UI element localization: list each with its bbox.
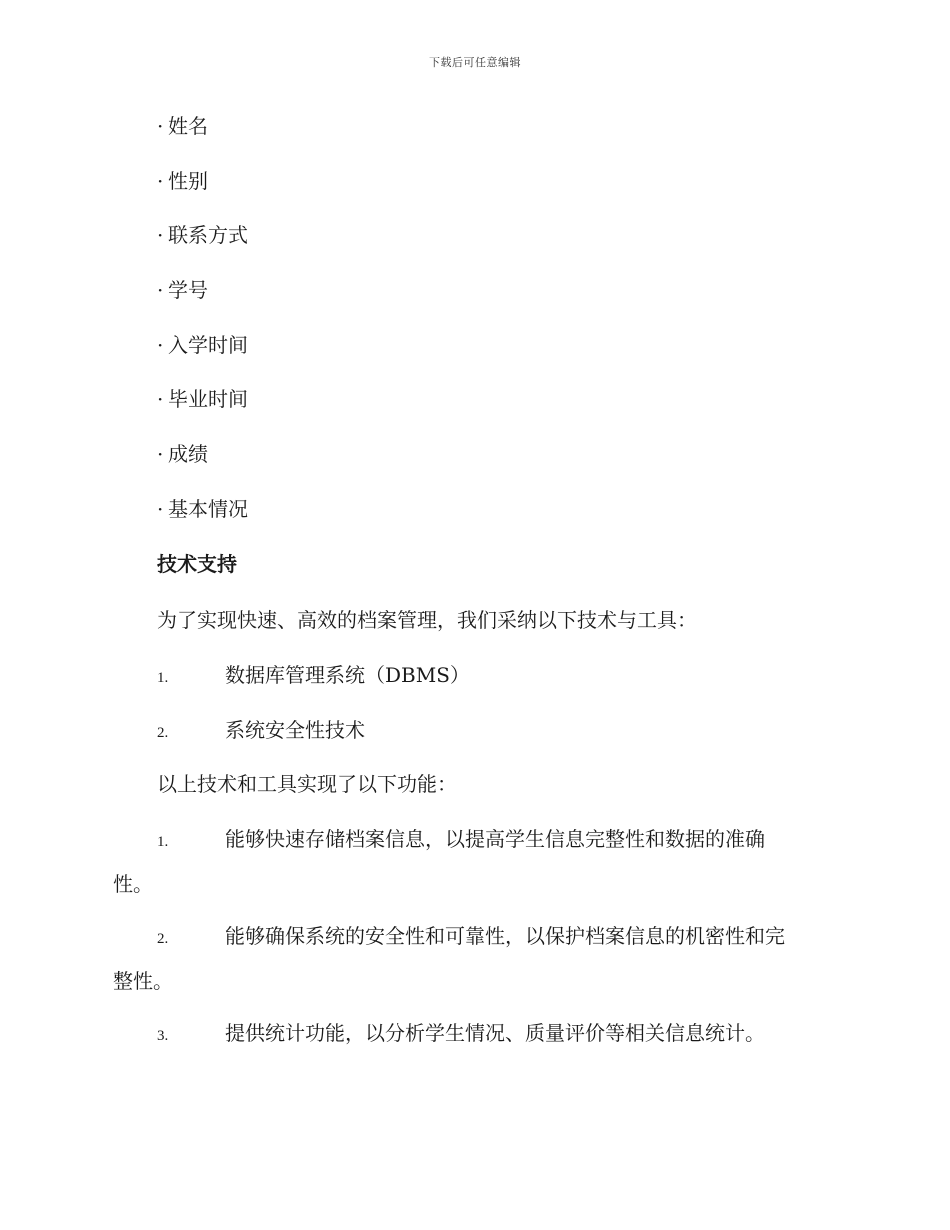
bullet-dot: ·: [157, 332, 164, 357]
bullet-dot: ·: [157, 278, 164, 303]
item-number: 2.: [157, 725, 169, 741]
item-text: 系统安全性技术: [225, 718, 365, 742]
list-item-label: 成绩: [168, 442, 208, 467]
list-item: [157, 165, 248, 220]
item-number: 2.: [157, 931, 169, 947]
section-title: 技术支持: [157, 552, 237, 576]
list-item: [157, 110, 248, 165]
bullet-dot: ·: [157, 442, 164, 467]
bullet-dot: ·: [157, 168, 164, 193]
page-header: 下载后可任意编辑: [429, 56, 521, 69]
field-list: [157, 110, 248, 548]
item-text-continued: 整性。: [113, 969, 173, 993]
list-item-label: 入学时间: [168, 332, 248, 357]
function-item: [113, 823, 847, 900]
function-item: [113, 920, 847, 997]
item-text: 能够快速存储档案信息，以提高学生信息完整性和数据的准确: [225, 827, 765, 851]
function-item: [157, 1017, 847, 1052]
item-number: 3.: [157, 1028, 169, 1044]
item-text: 提供统计功能，以分析学生情况、质量评价等相关信息统计。: [225, 1021, 765, 1045]
list-item-label: 毕业时间: [168, 387, 248, 412]
item-number: 1.: [157, 834, 169, 850]
tool-item: [157, 714, 847, 749]
bullet-dot: ·: [157, 496, 164, 521]
list-item: [157, 493, 248, 548]
list-item-label: 姓名: [168, 114, 208, 138]
list-item-label: 学号: [168, 278, 208, 303]
list-item: [157, 383, 248, 438]
functions-intro: 以上技术和工具实现了以下功能：: [157, 772, 457, 796]
list-item: [157, 329, 248, 384]
list-item-label: 联系方式: [168, 223, 248, 248]
item-text-continued: 性。: [113, 872, 153, 896]
intro-paragraph: 为了实现快速、高效的档案管理，我们采纳以下技术与工具：: [157, 608, 697, 632]
bullet-dot: ·: [157, 387, 164, 412]
bullet-dot: ·: [157, 114, 164, 138]
list-item: [157, 219, 248, 274]
item-text: 能够确保系统的安全性和可靠性，以保护档案信息的机密性和完: [225, 924, 785, 948]
bullet-dot: ·: [157, 223, 164, 248]
list-item: [157, 274, 248, 329]
list-item-label: 性别: [168, 168, 208, 193]
item-text: 数据库管理系统（DBMS）: [225, 663, 470, 687]
list-item-label: 基本情况: [168, 496, 248, 521]
tool-item: [157, 659, 847, 694]
item-number: 1.: [157, 670, 169, 686]
list-item: [157, 438, 248, 493]
